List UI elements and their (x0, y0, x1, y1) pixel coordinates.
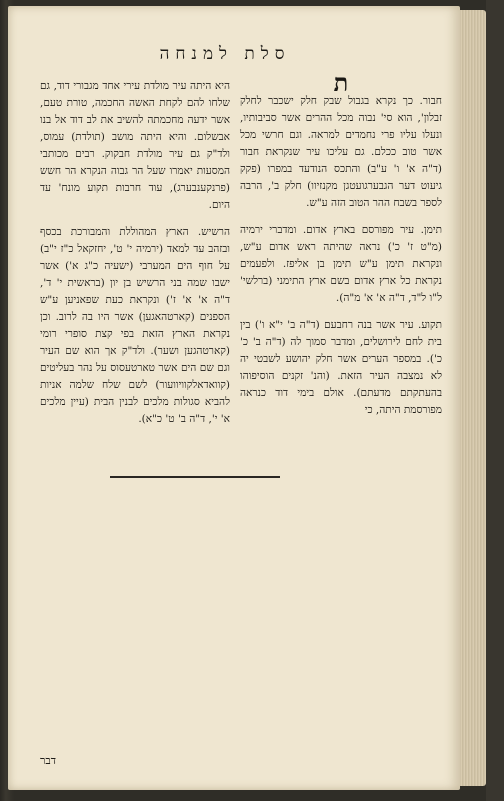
entry-paragraph: היא היתה עיר מולדת עירי אחד מגבורי דוד, גם שלחו להם לקחת האשה החכמה, טורת טעם, אשר ידעה מחכמתה להשיב את לב דוד אל בנו אבשלום. והיא היתה מושב (תולדת) עמוס, ולד"ק גם עיר מולדת חבקוק. רבים מכותבי המסעות יאמרו שעל הר גבוה הנקרא הר חשש (פרנקענבערג), עוד חרבות תקוע מונח' עד היום. (40, 80, 230, 211)
section-initial-letter: ת (333, 68, 349, 97)
catchword: דבר (40, 754, 56, 767)
page-edges (458, 10, 486, 786)
right-text-column (240, 93, 442, 419)
running-header: סלת למנחה (159, 44, 291, 64)
book-spine (486, 0, 504, 801)
section-divider-rule (110, 476, 280, 478)
entry-paragraph: חבור. כך נקרא בגבול שבק חלק ישכבר לחלק זבלון', הוא סי' נבוה מכל ההרים אשר סביבותיו, ונעלו עליו פרי נחמדים למראה. וגם חרשי מכל אשר טוב ככלם. גם עליכו עיר שנקראת חבור (ד"ה א' ו' ע"ב) והתכס הנודעד במפרו (פקק גיעוט דער הגבערגועטגן מקנזיוו) חלק ב', הרבה לספר בשבח ההר הטוב הזה ע"ש. (240, 95, 442, 209)
entry-paragraph: הרשיש. הארץ המהוללת והמבורכת בכסף ובזהב עד למאד (ירמיה י' ט', יחזקאל כ"ז י"ב) על חוף הים המערבי (ישעיה כ"ג א') אשר ישבו שמה בני הרשיש בן יון (בראשית י' ד', ד"ה א' א' ז') ונקראת כעת שפאניען ע"ש הספנים (קארטהאגען) אשר היו בה לרוב. וכן נקראת הארץ הזאת בפי קצת סופרי רומי (קארטהגען ושער). ולד"ק אך הוא שם העיר וגם שם הים אשר טארטעסוס על נהר בעליטים (קוואדאלקוויוועור) לשם שלח שלמה אניות להביא סגולות מלכים לבנין הבית (עיין מלכים א' י', ד"ה ב' ט' כ"א). (40, 226, 230, 425)
entry-paragraph: תקוע. עיר אשר בנה רחבעם (ד"ה ב' י"א ו') בין בית לחם לירושלים, ומדבר סמוך לה (ד"ה ב' כ' כ'). במספר הערים אשר חלק יהושע לשבטי יה לא נמצבה העיר הזאת. (והנ' זקנים הוסיפוהו בהעתקתם מדעתם). אולם בימי דוד כנראה מפורסמת היתה, כי (240, 319, 442, 416)
left-text-column (40, 78, 230, 428)
entry-paragraph: תימן. עיר מפורסם בארץ אדום. ומדברי ירמיה (מ"ט ז' כ') נראה שהיתה ראש אדום ע"ש, ונקראת תימן ע"ש תימן בן אליפז. ולפעמים נקראת כל ארץ אדום בשם ארץ התימני (ברלשי' ל"ו ל"ד, ד"ה א' א' מ"ה). (240, 224, 442, 304)
